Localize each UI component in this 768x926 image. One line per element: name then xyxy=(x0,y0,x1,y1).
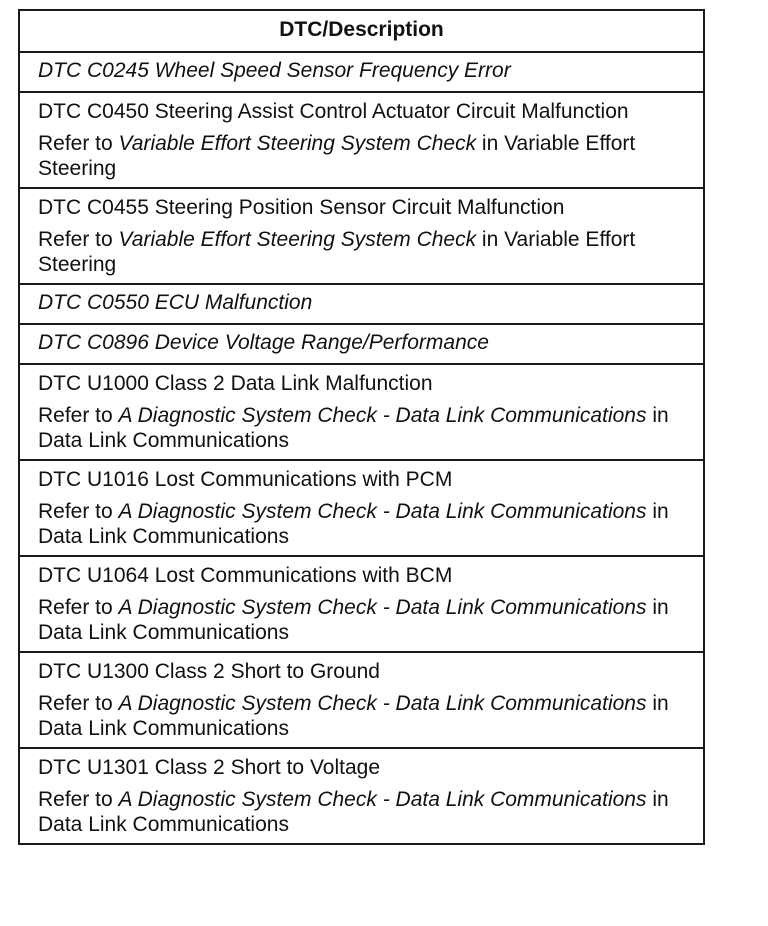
refer-prefix: Refer to xyxy=(38,596,119,619)
dtc-u1064-cell xyxy=(19,556,704,652)
refer-text xyxy=(38,595,691,645)
dtc-title: DTC C0550 ECU Malfunction xyxy=(38,291,313,314)
dtc-title: DTC U1016 Lost Communications with PCM xyxy=(38,468,453,491)
table-row xyxy=(19,284,704,324)
table-row xyxy=(19,460,704,556)
table-row xyxy=(19,652,704,748)
dtc-title: DTC C0896 Device Voltage Range/Performance xyxy=(38,331,489,354)
refer-prefix: Refer to xyxy=(38,788,119,811)
refer-suffix: in Variable Effort Steering xyxy=(38,132,636,180)
dtc-title: DTC U1300 Class 2 Short to Ground xyxy=(38,660,380,683)
dtc-title: DTC C0455 Steering Position Sensor Circuit Malfunction xyxy=(38,196,565,219)
refer-link[interactable]: Variable Effort Steering System Check xyxy=(118,228,477,251)
table-row xyxy=(19,748,704,844)
refer-link[interactable]: Variable Effort Steering System Check xyxy=(118,132,477,155)
dtc-title: DTC C0245 Wheel Speed Sensor Frequency Error xyxy=(38,59,511,82)
refer-suffix: in Data Link Communications xyxy=(38,788,669,836)
refer-link[interactable]: A Diagnostic System Check - Data Link Communications xyxy=(118,692,647,715)
table-row xyxy=(19,92,704,188)
refer-prefix: Refer to xyxy=(38,500,119,523)
refer-link[interactable]: A Diagnostic System Check - Data Link Communications xyxy=(118,404,647,427)
dtc-c0550-cell xyxy=(19,284,704,324)
refer-prefix: Refer to xyxy=(38,692,119,715)
refer-suffix: in Data Link Communications xyxy=(38,404,669,452)
table-row xyxy=(19,324,704,364)
refer-text xyxy=(38,691,691,741)
dtc-title: DTC U1064 Lost Communications with BCM xyxy=(38,564,453,587)
dtc-description-table xyxy=(18,9,705,845)
refer-prefix: Refer to xyxy=(38,132,119,155)
refer-prefix: Refer to xyxy=(38,228,119,251)
refer-link[interactable]: A Diagnostic System Check - Data Link Communications xyxy=(118,596,647,619)
refer-text xyxy=(38,403,691,453)
table-header-row xyxy=(19,10,704,52)
refer-link[interactable]: A Diagnostic System Check - Data Link Communications xyxy=(118,788,647,811)
refer-text xyxy=(38,227,691,277)
refer-text xyxy=(38,499,691,549)
table-row xyxy=(19,556,704,652)
dtc-u1000-cell xyxy=(19,364,704,460)
dtc-u1016-cell xyxy=(19,460,704,556)
refer-prefix: Refer to xyxy=(38,404,119,427)
table-row xyxy=(19,52,704,92)
refer-link[interactable]: A Diagnostic System Check - Data Link Communications xyxy=(118,500,647,523)
dtc-title: DTC U1301 Class 2 Short to Voltage xyxy=(38,756,381,779)
refer-suffix: in Data Link Communications xyxy=(38,500,669,548)
dtc-c0455-cell xyxy=(19,188,704,284)
dtc-title: DTC U1000 Class 2 Data Link Malfunction xyxy=(38,372,433,395)
table-row xyxy=(19,188,704,284)
refer-suffix: in Data Link Communications xyxy=(38,596,669,644)
refer-suffix: in Data Link Communications xyxy=(38,692,669,740)
refer-text xyxy=(38,787,691,837)
refer-suffix: in Variable Effort Steering xyxy=(38,228,636,276)
dtc-c0450-cell xyxy=(19,92,704,188)
dtc-c0896-cell xyxy=(19,324,704,364)
dtc-title: DTC C0450 Steering Assist Control Actuator Circuit Malfunction xyxy=(38,100,629,123)
column-header-dtc-description: DTC/Description xyxy=(19,10,704,52)
dtc-c0245-cell xyxy=(19,52,704,92)
table-row xyxy=(19,364,704,460)
refer-text xyxy=(38,131,691,181)
dtc-u1301-cell xyxy=(19,748,704,844)
dtc-u1300-cell xyxy=(19,652,704,748)
